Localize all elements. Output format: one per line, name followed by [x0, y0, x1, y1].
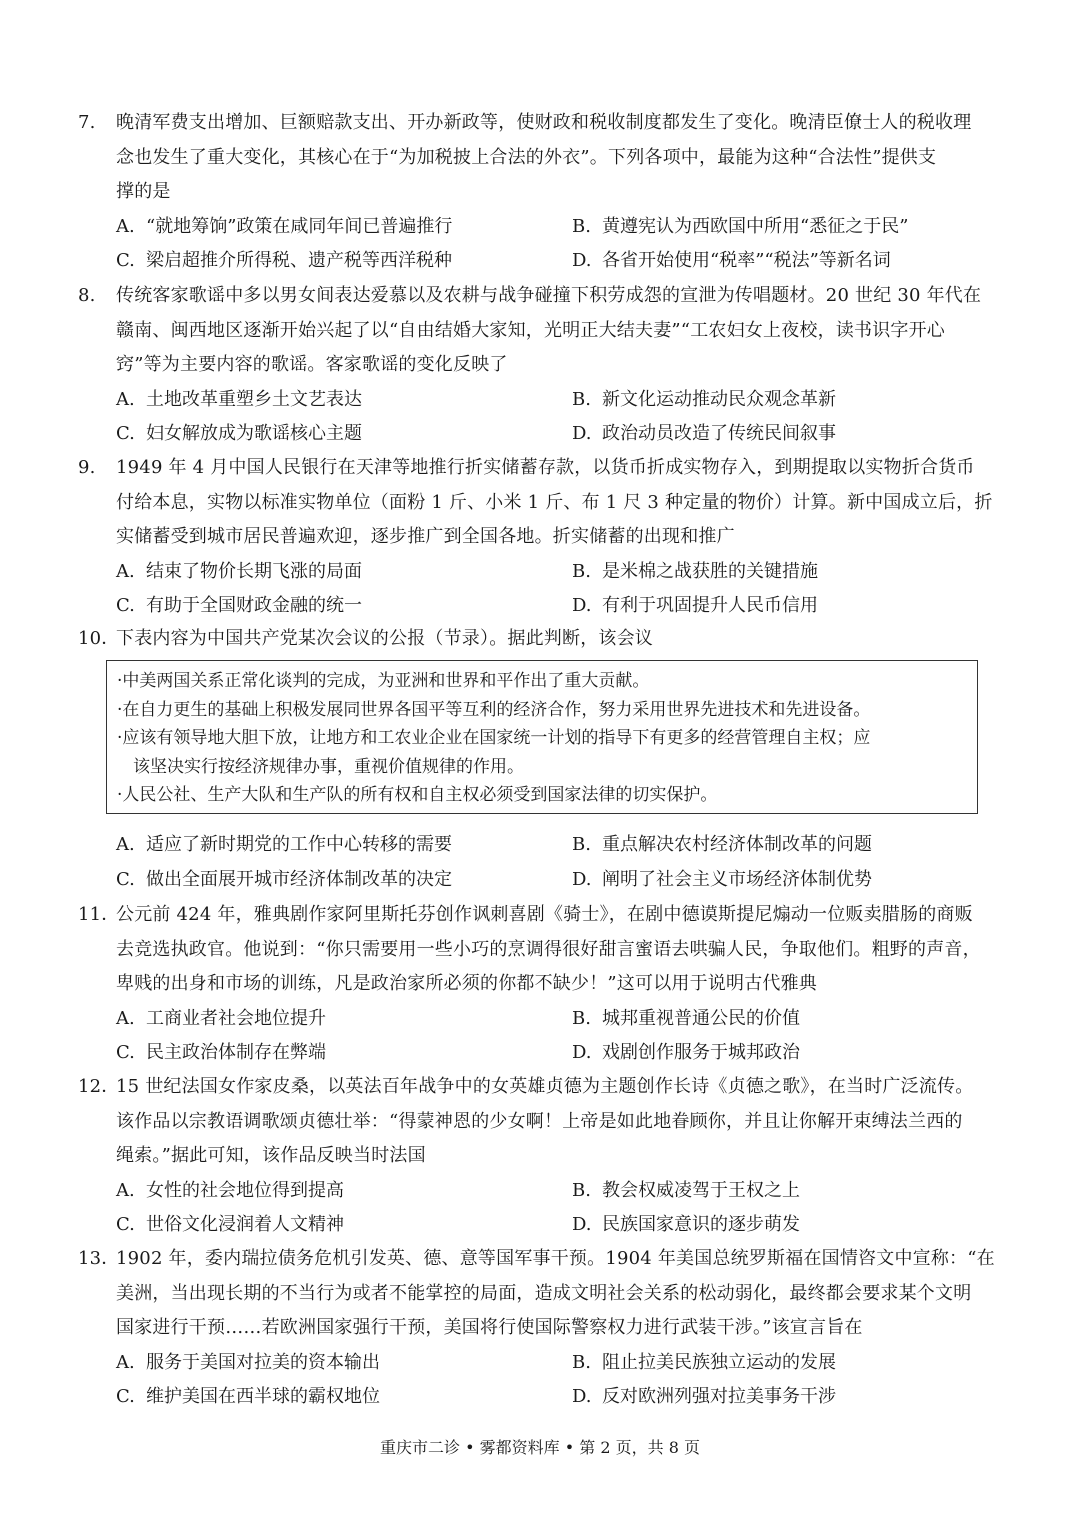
- option-d[interactable]: D. 各省开始使用“税率”“税法”等新名词: [572, 250, 891, 271]
- option-c[interactable]: C. 梁启超推介所得税、遗产税等西洋税种: [116, 250, 452, 271]
- option-b[interactable]: B. 重点解决农村经济体制改革的问题: [572, 834, 872, 855]
- option-b[interactable]: B. 黄遵宪认为西欧国中所用“悉征之于民”: [572, 215, 909, 237]
- question-stem-line: 付给本息，实物以标准实物单位（面粉 1 斤、小米 1 斤、布 1 尺 3 种定量的物价）计算。新中国成立后，折: [116, 491, 993, 513]
- option-c[interactable]: C. 维护美国在西半球的霸权地位: [116, 1386, 380, 1407]
- option-a[interactable]: A. 适应了新时期党的工作中心转移的需要: [116, 834, 452, 855]
- option-b[interactable]: B. 城邦重视普通公民的价值: [572, 1007, 800, 1029]
- option-a[interactable]: A. “就地筹饷”政策在咸同年间已普遍推行: [116, 215, 453, 237]
- question-stem-line: 美洲，当出现长期的不当行为或者不能掌控的局面，造成文明社会关系的松动弱化，最终都会要求某个文明: [116, 1282, 972, 1304]
- question-stem-line: 赣南、闽西地区逐渐开始兴起了以“自由结婚大家知，光明正大结夫妻”“工农妇女上夜校，读书识字开心: [116, 319, 946, 341]
- question-stem-line: 实储蓄受到城市居民普遍欢迎，逐步推广到全国各地。折实储蓄的出现和推广: [116, 526, 735, 547]
- option-d[interactable]: D. 民族国家意识的逐步萌发: [572, 1214, 800, 1235]
- question-stem-line: 传统客家歌谣中多以男女间表达爱慕以及农耕与战争碰撞下积劳成怨的宣泄为传唱题材。20 世纪 30 年代在: [116, 285, 982, 306]
- excerpt-line: ·应该有领导地大胆下放，让地方和工农业企业在国家统一计划的指导下有更多的经营管理自主权；应: [117, 728, 871, 748]
- excerpt-line: ·人民公社、生产大队和生产队的所有权和自主权必须受到国家法律的切实保护。: [117, 785, 718, 805]
- option-b[interactable]: B. 阻止拉美民族独立运动的发展: [572, 1351, 836, 1373]
- question-10-options: [78, 828, 1008, 897]
- option-c[interactable]: C. 民主政治体制存在弊端: [116, 1042, 326, 1063]
- option-a[interactable]: A. 结束了物价长期飞涨的局面: [116, 560, 362, 582]
- option-d[interactable]: D. 有利于巩固提升人民币信用: [572, 595, 818, 616]
- question-number: 9.: [78, 457, 96, 478]
- question-stem-line: 公元前 424 年，雅典剧作家阿里斯托芬创作讽刺喜剧《骑士》，在剧中德谟斯提尼煽动一位贩卖腊肠的商贩: [116, 904, 973, 925]
- question-number: 13．: [78, 1248, 120, 1269]
- excerpt-line: ·在自力更生的基础上积极发展同世界各国平等互利的经济合作，努力采用世界先进技术和先进设备。: [117, 699, 871, 720]
- option-d[interactable]: D. 政治动员改造了传统民间叙事: [572, 423, 836, 444]
- question-stem-line: 窍”等为主要内容的歌谣。客家歌谣的变化反映了: [116, 354, 508, 375]
- page-footer: 重庆市二诊 • 雾都资料库 • 第 2 页，共 8 页: [380, 1438, 700, 1457]
- question-10: [78, 622, 1008, 657]
- question-stem-line: 国家进行干预……若欧洲国家强行干预，美国将行使国际警察权力进行武装干涉。”该宣言旨在: [116, 1317, 863, 1338]
- question-stem-line: 去竞选执政官。他说到：“你只需要用一些小巧的烹调得很好甜言蜜语去哄骗人民，争取他们。粗野的声音，: [116, 938, 981, 960]
- option-b[interactable]: B. 教会权威凌驾于王权之上: [572, 1179, 800, 1201]
- question-stem-line: 该作品以宗教语调歌颂贞德壮举：“得蒙神恩的少女啊！上帝是如此地眷顾你，并且让你解开束缚法兰西的: [116, 1110, 963, 1132]
- excerpt-line: 该坚决实行按经济规律办事，重视价值规律的作用。: [133, 756, 524, 777]
- option-c[interactable]: C. 做出全面展开城市经济体制改革的决定: [116, 868, 452, 890]
- question-stem-line: 1902 年，委内瑞拉债务危机引发英、德、意等国军事干预。1904 年美国总统罗斯福在国情咨文中宣称：“在: [116, 1248, 995, 1269]
- communique-excerpt-box: [106, 660, 978, 814]
- question-number: 11．: [78, 904, 120, 925]
- question-7: [78, 106, 1008, 279]
- option-a[interactable]: A. 土地改革重塑乡土文艺表达: [116, 388, 362, 410]
- question-stem-line: 晚清军费支出增加、巨额赔款支出、开办新政等，使财政和税收制度都发生了变化。晚清臣僚士人的税收理: [116, 112, 972, 133]
- question-number: 7.: [78, 112, 96, 133]
- option-b[interactable]: B. 新文化运动推动民众观念革新: [572, 388, 836, 410]
- question-stem-line: 下表内容为中国共产党某次会议的公报（节录）。据此判断，该会议: [116, 628, 653, 649]
- question-number: 8.: [78, 285, 96, 306]
- option-c[interactable]: C. 妇女解放成为歌谣核心主题: [116, 423, 362, 444]
- option-d[interactable]: D. 阐明了社会主义市场经济体制优势: [572, 868, 872, 890]
- question-8: [78, 279, 1008, 452]
- excerpt-line: ·中美两国关系正常化谈判的完成，为亚洲和世界和平作出了重大贡献。: [117, 671, 650, 691]
- question-12: [78, 1070, 1008, 1243]
- question-stem-line: 绳索。”据此可知，该作品反映当时法国: [116, 1145, 426, 1166]
- question-9: [78, 451, 1008, 624]
- option-a[interactable]: A. 工商业者社会地位提升: [116, 1007, 326, 1029]
- option-a[interactable]: A. 女性的社会地位得到提高: [116, 1179, 344, 1201]
- option-b[interactable]: B. 是米棉之战获胜的关键措施: [572, 560, 818, 582]
- question-11: [78, 898, 1008, 1071]
- question-13: [78, 1242, 1008, 1415]
- option-d[interactable]: D. 戏剧创作服务于城邦政治: [572, 1042, 800, 1063]
- option-d[interactable]: D. 反对欧洲列强对拉美事务干涉: [572, 1386, 836, 1407]
- question-stem-line: 撑的是: [116, 181, 171, 202]
- question-number: 10．: [78, 628, 120, 649]
- question-number: 12．: [78, 1076, 120, 1097]
- question-stem-line: 念也发生了重大变化，其核心在于“为加税披上合法的外衣”。下列各项中，最能为这种“合法性”提供支: [116, 146, 937, 168]
- option-a[interactable]: A. 服务于美国对拉美的资本输出: [116, 1351, 380, 1373]
- option-c[interactable]: C. 世俗文化浸润着人文精神: [116, 1214, 344, 1235]
- option-c[interactable]: C. 有助于全国财政金融的统一: [116, 595, 362, 616]
- question-stem-line: 1949 年 4 月中国人民银行在天津等地推行折实储蓄存款，以货币折成实物存入，到期提取以实物折合货币: [116, 457, 975, 478]
- question-stem-line: 15 世纪法国女作家皮桑，以英法百年战争中的女英雄贞德为主题创作长诗《贞德之歌》，在当时广泛流传。: [116, 1076, 974, 1097]
- question-stem-line: 卑贱的出身和市场的训练，凡是政治家所必须的你都不缺少！”这可以用于说明古代雅典: [116, 973, 817, 994]
